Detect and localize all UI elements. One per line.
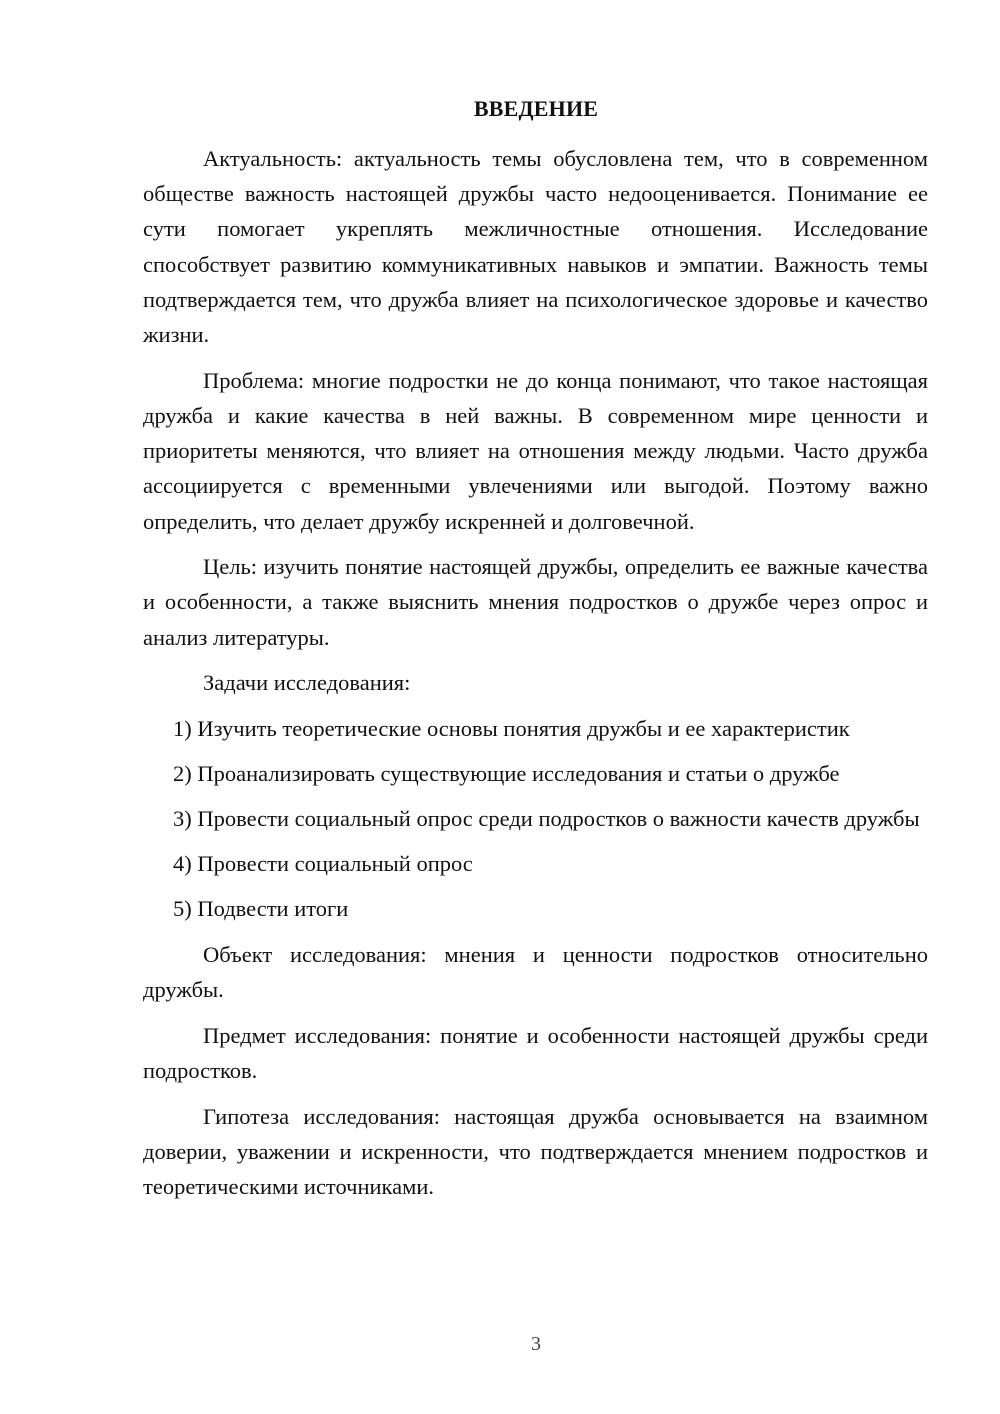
task-item: 3) Провести социальный опрос среди подростков о важности качеств дружбы <box>173 805 920 831</box>
page-title: ВВЕДЕНИЕ <box>473 96 599 121</box>
task-item: 4) Провести социальный опрос <box>173 851 473 877</box>
paragraph-problem: Проблема: многие подростки не до конца понимают, что такое настоящая дружба и какие качества в ней важны. В современном мире ценности и приоритеты меняются, что влияет на отношения между людьми. Часто дружба ассоциируется с временными увлечениями или выгодой. Поэтому важно определить, что делает дружбу искренней и долговечной. <box>143 367 928 534</box>
page-number: 3 <box>531 1333 541 1355</box>
paragraph-hypothesis: Гипотеза исследования: настоящая дружба основывается на взаимном доверии, уважении и искренности, что подтверждается мнением подростков и теоретическими источниками. <box>143 1103 928 1200</box>
task-item: 5) Подвести итоги <box>173 896 349 922</box>
paragraph-goal: Цель: изучить понятие настоящей дружбы, определить ее важные качества и особенности, а также выяснить мнения подростков о дружбе через опрос и анализ литературы. <box>143 554 928 650</box>
task-item: 1) Изучить теоретические основы понятия дружбы и ее характеристик <box>173 715 850 741</box>
paragraph-object: Объект исследования: мнения и ценности подростков относительно дружбы. <box>143 942 928 1003</box>
paragraph-subject: Предмет исследования: понятие и особенности настоящей дружбы среди подростков. <box>143 1022 928 1084</box>
body-text <box>143 141 928 1204</box>
task-item: 2) Проанализировать существующие исследования и статьи о дружбе <box>173 760 840 786</box>
paragraph-relevance: Актуальность: актуальность темы обусловлена тем, что в современном обществе важность настоящей дружбы часто недооценивается. Понимание ее сути помогает укреплять межличностные отношения. Исследование способствует развитию коммуникативных навыков и эмпатии. Важность темы подтверждается тем, что дружба влияет на психологическое здоровье и качество жизни. <box>143 146 928 348</box>
tasks-heading: Задачи исследования: <box>203 670 411 696</box>
